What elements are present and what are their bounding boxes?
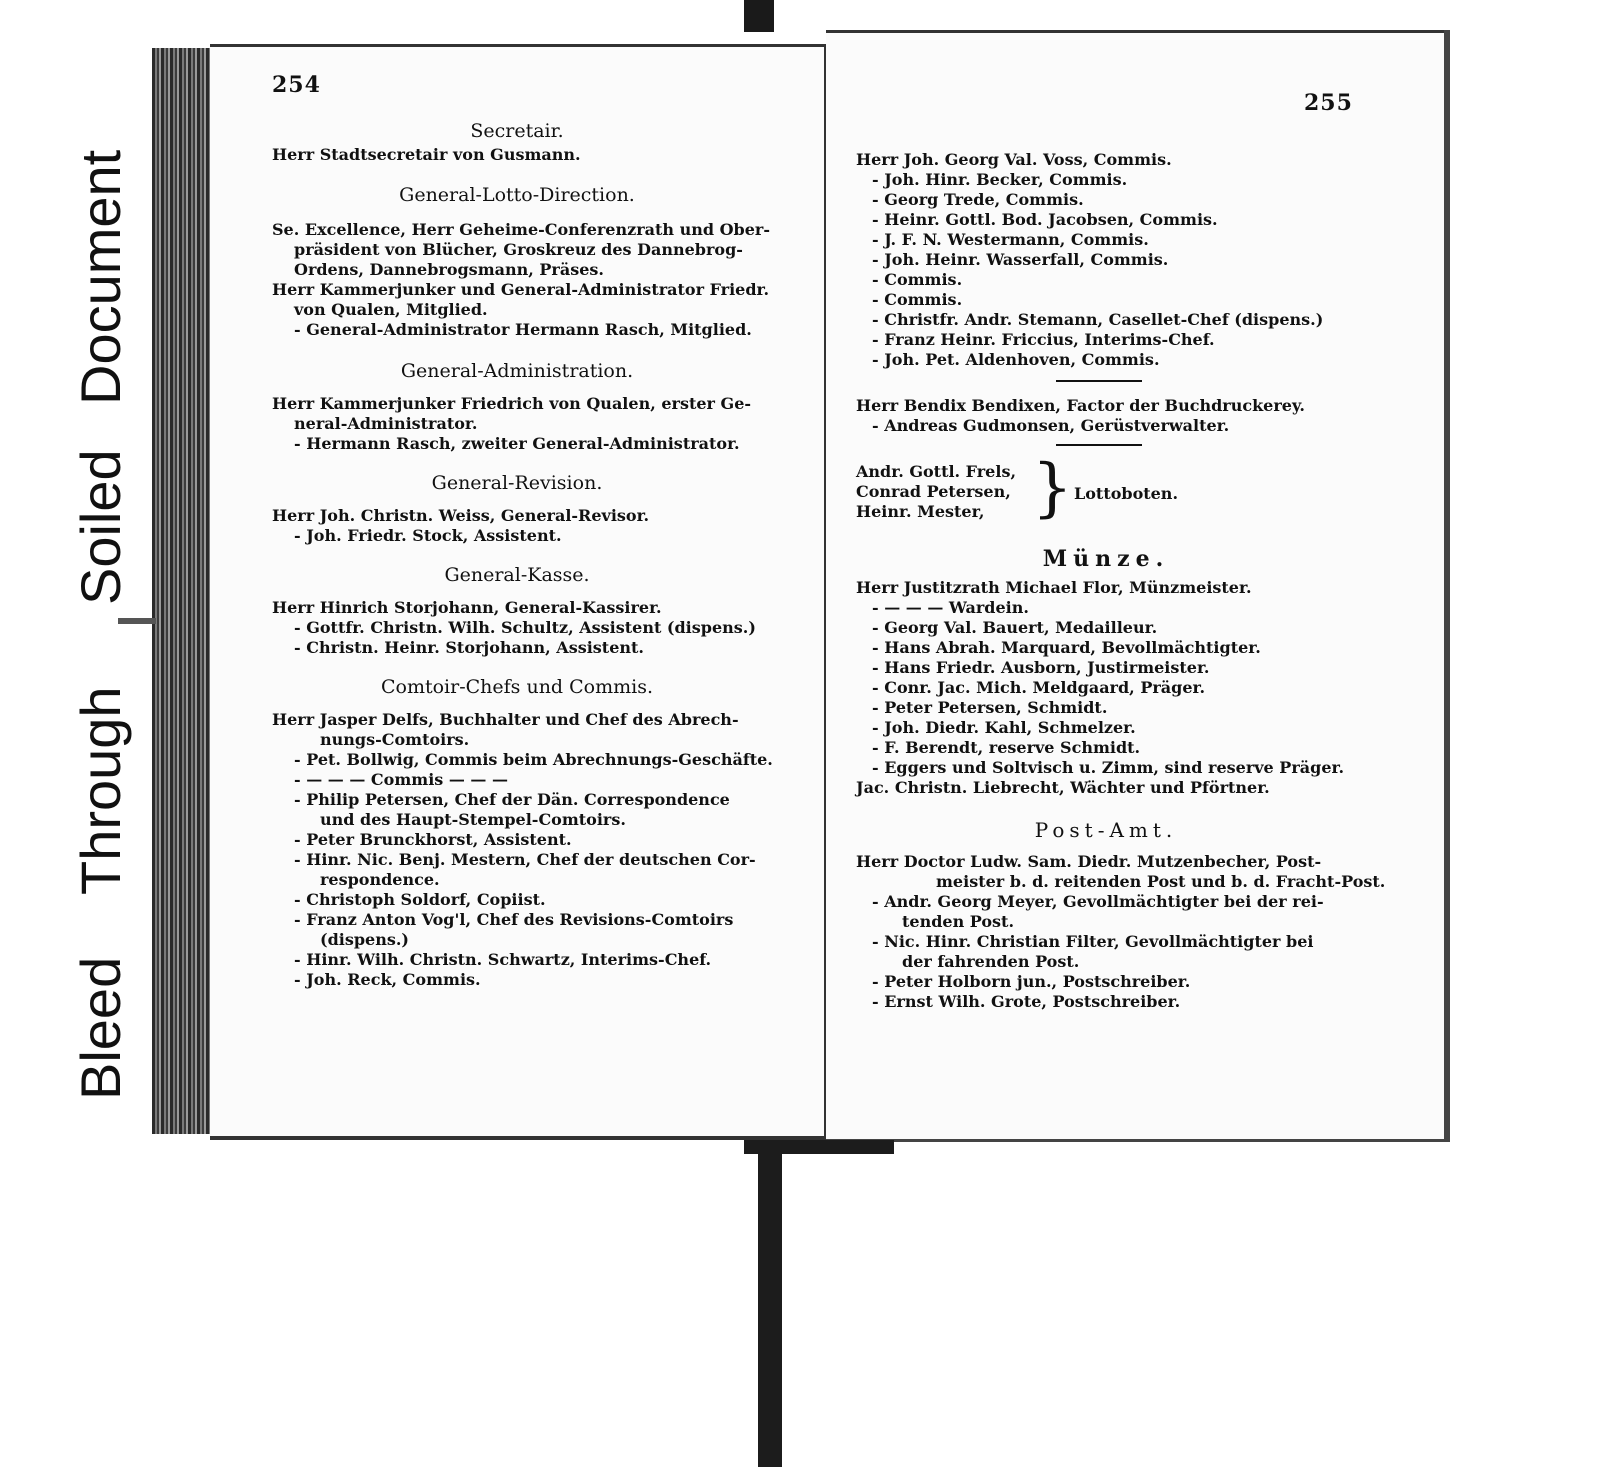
text-line: - Hermann Rasch, zweiter General-Administrator. — [294, 434, 740, 453]
side-label-word-4: Document — [69, 149, 132, 405]
text-line: präsident von Blücher, Groskreuz des Dannebrog- — [294, 240, 743, 259]
divider — [1056, 444, 1142, 446]
page-number: 254 — [272, 72, 321, 98]
text-line: Heinr. Mester, — [856, 502, 985, 521]
bottom-tab — [744, 1140, 894, 1154]
text-line: - Franz Anton Vog'l, Chef des Revisions-Comtoirs — [294, 910, 734, 929]
text-line: Ordens, Dannebrogsmann, Präses. — [294, 260, 604, 279]
text-line: von Qualen, Mitglied. — [294, 300, 488, 319]
text-line: Herr Hinrich Storjohann, General-Kassirer. — [272, 598, 662, 617]
text-line: meister b. d. reitenden Post und b. d. Fracht-Post. — [936, 872, 1386, 891]
text-line: der fahrenden Post. — [902, 952, 1080, 971]
side-label — [22, 95, 142, 1105]
text-line: - Joh. Pet. Aldenhoven, Commis. — [872, 350, 1160, 369]
text-line: Herr Doctor Ludw. Sam. Diedr. Mutzenbecher, Post- — [856, 852, 1322, 871]
side-label-word-2: Through — [69, 686, 132, 895]
text-line: - General-Administrator Hermann Rasch, Mitglied. — [294, 320, 752, 339]
side-label-word-3: Soiled — [69, 449, 132, 605]
text-line: - Conr. Jac. Mich. Meldgaard, Präger. — [872, 678, 1206, 697]
text-line: - Hans Friedr. Ausborn, Justirmeister. — [872, 658, 1210, 677]
book-edge — [152, 48, 214, 1134]
section-heading-revision: General-Revision. — [431, 472, 603, 494]
text-line: Herr Stadtsecretair von Gusmann. — [272, 145, 581, 164]
text-line: - Georg Val. Bauert, Medailleur. — [872, 618, 1158, 637]
left-page — [210, 44, 827, 1140]
text-line: - Christfr. Andr. Stemann, Casellet-Chef (dispens.) — [872, 310, 1324, 329]
text-line: - Joh. Heinr. Wasserfall, Commis. — [872, 250, 1169, 269]
text-line: respondence. — [320, 870, 440, 889]
text-line: Herr Bendix Bendixen, Factor der Buchdruckerey. — [856, 396, 1305, 415]
text-line: - Joh. Diedr. Kahl, Schmelzer. — [872, 718, 1136, 737]
text-line: - Georg Trede, Commis. — [872, 190, 1084, 209]
right-page — [826, 30, 1450, 1142]
text-line: - Philip Petersen, Chef der Dän. Correspondence — [294, 790, 730, 809]
text-line: (dispens.) — [320, 930, 409, 949]
text-line: Conrad Petersen, — [856, 482, 1011, 501]
text-line: - Joh. Hinr. Becker, Commis. — [872, 170, 1128, 189]
text-line: Andr. Gottl. Frels, — [856, 462, 1017, 481]
text-line: - Commis. — [872, 290, 963, 309]
text-line: Herr Jasper Delfs, Buchhalter und Chef des Abrech- — [272, 710, 739, 729]
text-line: - — — — Wardein. — [872, 598, 1029, 617]
spine-bottom — [758, 1140, 782, 1467]
side-label-svg — [22, 95, 142, 1105]
text-line: - Andreas Gudmonsen, Gerüstverwalter. — [872, 416, 1230, 435]
section-heading-comtoir: Comtoir-Chefs und Commis. — [380, 676, 654, 698]
spine-top — [744, 0, 774, 32]
text-line: - Pet. Bollwig, Commis beim Abrechnungs-Geschäfte. — [294, 750, 773, 769]
text-line: neral-Administrator. — [294, 414, 478, 433]
text-line: - Peter Holborn jun., Postschreiber. — [872, 972, 1191, 991]
book-edge-mark — [118, 618, 156, 624]
text-line: Se. Excellence, Herr Geheime-Conferenzrath und Ober- — [272, 220, 770, 239]
text-line: - Hinr. Wilh. Christn. Schwartz, Interims-Chef. — [294, 950, 712, 969]
text-line: - Peter Brunckhorst, Assistent. — [294, 830, 572, 849]
side-label-word-1: Bleed — [69, 956, 132, 1100]
page-number: 255 — [1304, 90, 1353, 116]
text-line: - J. F. N. Westermann, Commis. — [872, 230, 1149, 249]
lottoboten-label: Lottoboten. — [1074, 484, 1179, 503]
text-line: Herr Joh. Georg Val. Voss, Commis. — [856, 150, 1172, 169]
text-line: - Nic. Hinr. Christian Filter, Gevollmächtigter bei — [872, 932, 1314, 951]
section-heading-kasse: General-Kasse. — [444, 564, 590, 586]
text-line: - Commis. — [872, 270, 963, 289]
text-line: Herr Kammerjunker und General-Administrator Friedr. — [272, 280, 770, 299]
text-line: - Christoph Soldorf, Copiist. — [294, 890, 546, 909]
text-line: tenden Post. — [902, 912, 1015, 931]
text-line: - Christn. Heinr. Storjohann, Assistent. — [294, 638, 644, 657]
text-line: - Franz Heinr. Friccius, Interims-Chef. — [872, 330, 1215, 349]
text-line: - Andr. Georg Meyer, Gevollmächtigter bei der rei- — [872, 892, 1324, 911]
text-line: - Hinr. Nic. Benj. Mestern, Chef der deutschen Cor- — [294, 850, 756, 869]
section-heading-secretair: Secretair. — [470, 120, 564, 142]
text-line: Herr Joh. Christn. Weiss, General-Revisor. — [272, 506, 650, 525]
text-line: - Ernst Wilh. Grote, Postschreiber. — [872, 992, 1181, 1011]
text-line: Jac. Christn. Liebrecht, Wächter und Pförtner. — [856, 778, 1270, 797]
text-line: - Gottfr. Christn. Wilh. Schultz, Assistent (dispens.) — [294, 618, 756, 637]
section-heading-muenze: Münze. — [1042, 546, 1170, 572]
brace-icon: } — [1032, 451, 1073, 525]
text-line: Herr Kammerjunker Friedrich von Qualen, erster Ge- — [272, 394, 752, 413]
section-heading-administration: General-Administration. — [400, 360, 634, 382]
text-line: - Eggers und Soltvisch u. Zimm, sind reserve Präger. — [872, 758, 1345, 777]
text-line: - F. Berendt, reserve Schmidt. — [872, 738, 1141, 757]
text-line: nungs-Comtoirs. — [320, 730, 470, 749]
section-heading-postamt: Post-Amt. — [1034, 818, 1178, 842]
text-line: - Joh. Friedr. Stock, Assistent. — [294, 526, 562, 545]
text-line: - — — — Commis — — — — [294, 770, 508, 789]
text-line: Herr Justitzrath Michael Flor, Münzmeister. — [856, 578, 1252, 597]
section-heading-lotto: General-Lotto-Direction. — [399, 184, 635, 206]
text-line: - Peter Petersen, Schmidt. — [872, 698, 1108, 717]
text-line: - Joh. Reck, Commis. — [294, 970, 481, 989]
divider — [1056, 380, 1142, 382]
text-line: und des Haupt-Stempel-Comtoirs. — [320, 810, 626, 829]
text-line: - Hans Abrah. Marquard, Bevollmächtigter. — [872, 638, 1261, 657]
text-line: - Heinr. Gottl. Bod. Jacobsen, Commis. — [872, 210, 1218, 229]
